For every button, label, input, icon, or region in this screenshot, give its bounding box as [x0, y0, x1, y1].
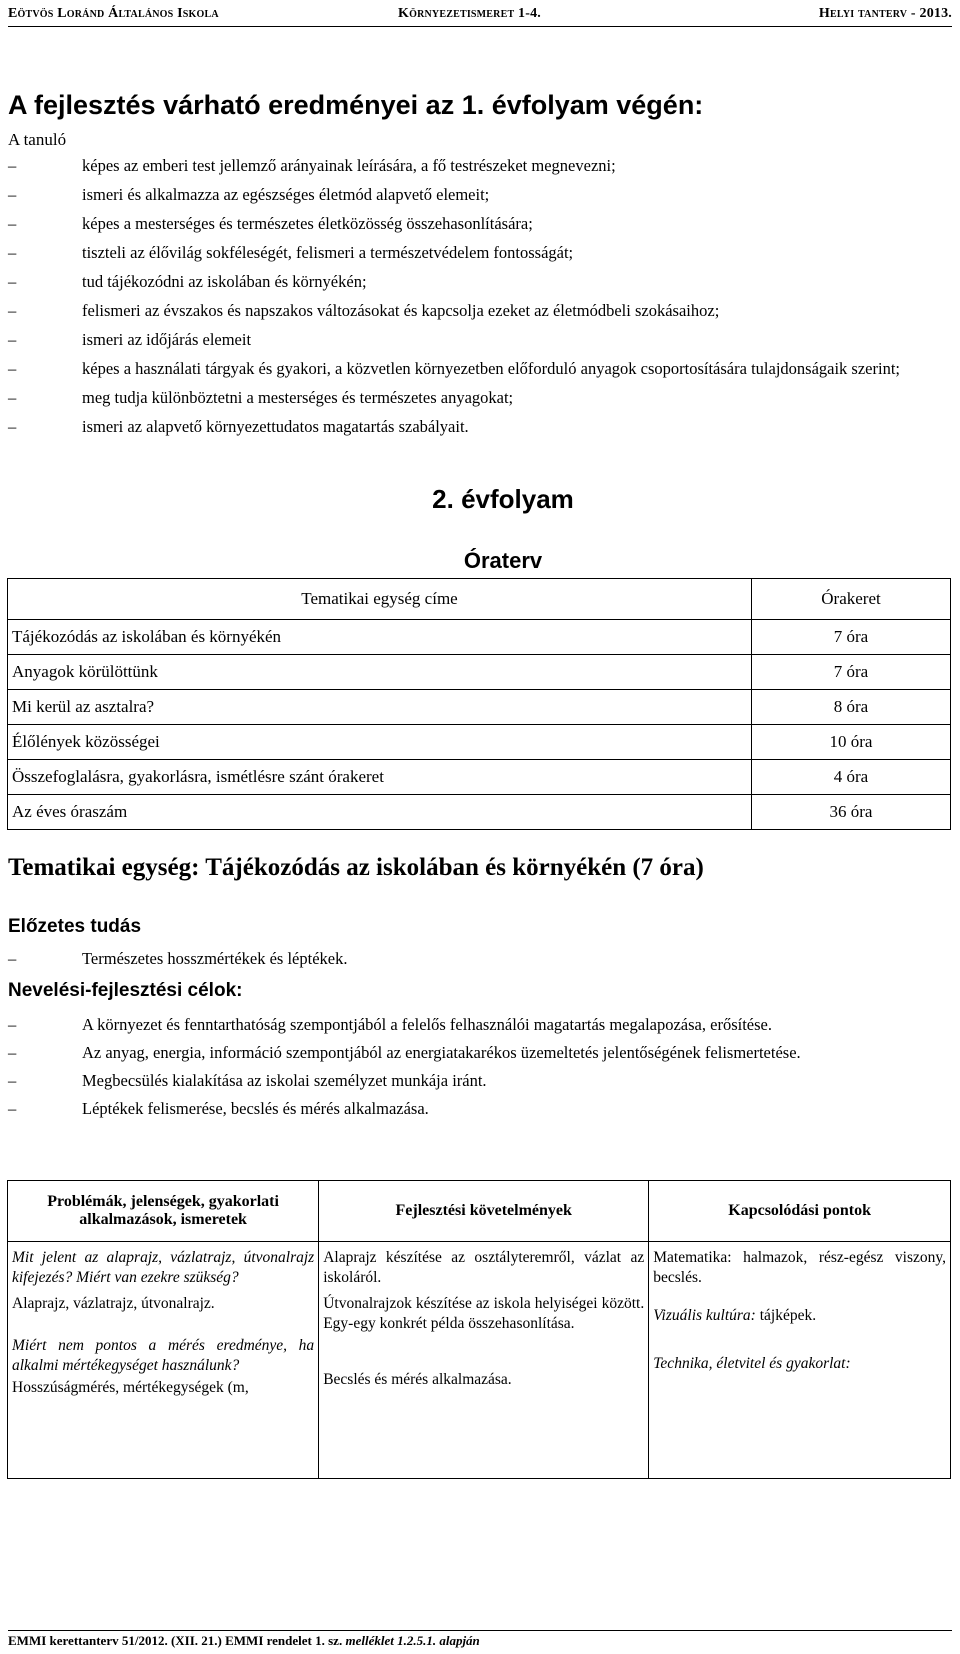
list-item: – Megbecsülés kialakítása az iskolai személyzet munkája iránt.: [8, 1070, 948, 1091]
column-header-problems: Problémák, jelenségek, gyakorlati alkalmazások, ismeretek: [8, 1181, 319, 1242]
header-curriculum: Helyi tanterv - 2013.: [818, 6, 952, 21]
list-item: – ismeri az alapvető környezettudatos magatartás szabályait.: [8, 416, 948, 437]
list-item: – ismeri az időjárás elemeit: [8, 329, 948, 350]
connection-label: Vizuális kultúra:: [653, 1307, 756, 1324]
question-text: Mit jelent az alaprajz, vázlatrajz, útvonalrajz kifejezés? Miért van ezekre szükség?: [12, 1249, 315, 1286]
hours-cell: 8 óra: [752, 690, 951, 725]
hours-cell: 4 óra: [752, 760, 951, 795]
connection-text: halmazok, rész-egész viszony, becslés.: [653, 1249, 947, 1286]
hours-cell: 36 óra: [752, 795, 951, 830]
topic-text: Hosszúságmérés, mértékegységek (m,: [12, 1379, 249, 1396]
table-row: [8, 690, 951, 725]
connection-label: Matematika:: [653, 1249, 732, 1266]
question-text: Miért nem pontos a mérés eredménye, ha alkalmi mértékegységet használunk?: [12, 1337, 315, 1374]
column-header-hours: Órakeret: [752, 579, 951, 620]
intro-text: A tanuló: [8, 130, 67, 149]
unit-title: Tematikai egység: Tájékozódás az iskolában és környékén (7 óra): [8, 854, 704, 881]
schedule-heading: Óraterv: [463, 548, 543, 573]
table-row: [8, 795, 951, 830]
problems-cell: [8, 1242, 319, 1479]
connection-text: tájképek.: [759, 1307, 817, 1324]
column-header-connections: Kapcsolódási pontok: [649, 1181, 951, 1242]
goals-list: [8, 1014, 948, 1119]
topic-cell: Élőlények közösségei: [8, 725, 752, 760]
prior-knowledge-list: [8, 948, 948, 969]
page-header: [8, 4, 952, 27]
topic-cell: Mi kerül az asztalra?: [8, 690, 752, 725]
table-row: [8, 655, 951, 690]
requirements-cell: [319, 1242, 649, 1479]
list-item: – képes a mesterséges és természetes életközösség összehasonlítására;: [8, 213, 948, 234]
list-item: – ismeri és alkalmazza az egészséges életmód alapvető elemeit;: [8, 184, 948, 205]
topic-text: Alaprajz, vázlatrajz, útvonalrajz.: [12, 1295, 215, 1312]
connections-cell: [649, 1242, 951, 1479]
topic-cell: Az éves óraszám: [8, 795, 752, 830]
list-item: – tiszteli az élővilág sokféleségét, felismeri a természetvédelem fontosságát;: [8, 242, 948, 263]
prior-knowledge-heading: Előzetes tudás: [8, 916, 142, 937]
connection-technics: Technika, életvitel és gyakorlat:: [653, 1355, 851, 1372]
list-item: – A környezet és fenntarthatóság szempontjából a felelős felhasználói magatartás megalapozása, erősítése.: [8, 1014, 948, 1035]
list-item: – tud tájékozódni az iskolában és környékén;: [8, 271, 948, 292]
hours-cell: 7 óra: [752, 620, 951, 655]
topic-cell: Anyagok körülöttünk: [8, 655, 752, 690]
hours-table: [7, 578, 951, 830]
list-item: – Természetes hosszmértékek és léptékek.: [8, 948, 948, 969]
list-item: – képes a használati tárgyak és gyakori, a közvetlen környezetben előforduló anyagok csoportosítására tulajdonságaik szerint;: [8, 358, 948, 379]
table-row: [8, 725, 951, 760]
table-header-row: [8, 579, 951, 620]
list-item: – képes az emberi test jellemző arányainak leírására, a fő testrészeket megnevezni;: [8, 155, 948, 176]
hours-cell: 7 óra: [752, 655, 951, 690]
footer-text: EMMI kerettanterv 51/2012. (XII. 21.) EMMI rendelet 1. sz.: [8, 1633, 343, 1648]
topic-cell: Tájékozódás az iskolában és környékén: [8, 620, 752, 655]
requirement-text: Alaprajz készítése az osztályteremről, vázlat az iskoláról.: [323, 1249, 645, 1286]
column-header-requirements: Fejlesztési követelmények: [319, 1181, 649, 1242]
table-row: [8, 1242, 951, 1479]
table-header-row: [8, 1181, 951, 1242]
connection-visual: [653, 1306, 946, 1326]
connection-math: [653, 1248, 946, 1288]
grade-heading: 2. évfolyam: [432, 484, 574, 514]
goals-heading: Nevelési-fejlesztési célok:: [8, 980, 243, 1001]
header-subject: Környezetismeret 1-4.: [398, 6, 541, 21]
list-item: – Léptékek felismerése, becslés és mérés alkalmazása.: [8, 1098, 948, 1119]
column-header-topic: Tematikai egység címe: [8, 579, 752, 620]
requirement-text: Útvonalrajzok készítése az iskola helyiségei között. Egy-egy konkrét példa összehasonlítása.: [323, 1295, 645, 1332]
page-footer: [8, 1630, 952, 1649]
outcomes-list: [8, 155, 948, 445]
table-row: [8, 760, 951, 795]
list-item: – Az anyag, energia, információ szempontjából az energiatakarékos üzemeltetés jelentőségének felismertetése.: [8, 1042, 948, 1063]
main-heading: A fejlesztés várható eredményei az 1. évfolyam végén:: [8, 90, 704, 120]
list-item: – meg tudja különböztetni a mesterséges és természetes anyagokat;: [8, 387, 948, 408]
list-item: – felismeri az évszakos és napszakos változásokat és kapcsolja ezeket az életmódbeli szokásaihoz;: [8, 300, 948, 321]
table-row: [8, 620, 951, 655]
hours-cell: 10 óra: [752, 725, 951, 760]
requirement-text: Becslés és mérés alkalmazása.: [323, 1371, 512, 1388]
header-school: Eötvös Loránd Általános Iskola: [8, 6, 219, 21]
footer-italic: melléklet 1.2.5.1. alapján: [345, 1633, 480, 1648]
requirements-table: [7, 1180, 951, 1479]
topic-cell: Összefoglalásra, gyakorlásra, ismétlésre szánt órakeret: [8, 760, 752, 795]
